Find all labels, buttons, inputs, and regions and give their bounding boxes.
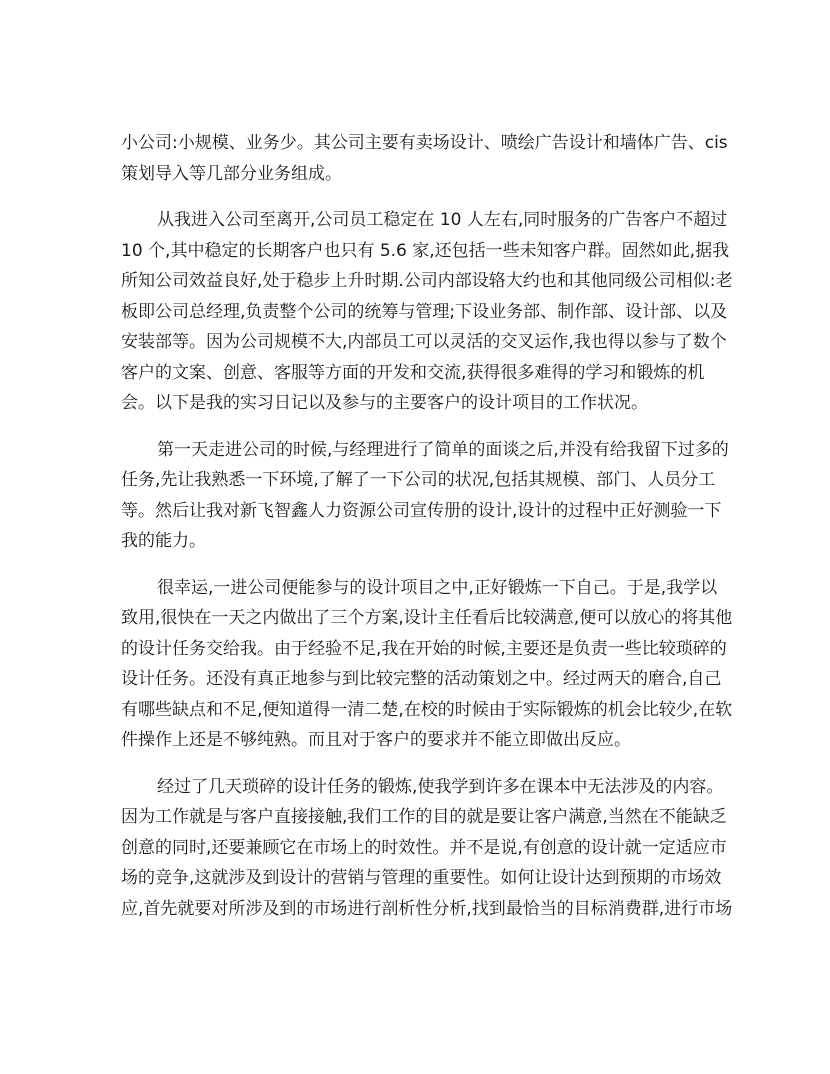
text-line: 第一天走进公司的时候,与经理进行了简单的面谈之后,并没有给我留下过多的 xyxy=(157,439,729,460)
text-line: 小公司:小规模、业务少。其公司主要有卖场设计、喷绘广告设计和墙体广告、cis xyxy=(121,133,728,153)
text-line: 设计任务。还没有真正地参与到比较完整的活动策划之中。经过两天的磨合,自己 xyxy=(121,669,722,689)
text-line: 任务,先让我熟悉一下环境,了解了一下公司的状况,包括其规模、部门、人员分工 xyxy=(121,470,716,490)
paragraph xyxy=(121,205,733,419)
text-line: 创意的同时,还要兼顾它在市场上的时效性。并不是说,有创意的设计就一定适应市 xyxy=(121,837,727,858)
text-line: 策划导入等几部分业务组成。 xyxy=(121,163,342,184)
text-line: 会。以下是我的实习日记以及参与的主要客户的设计项目的工作状况。 xyxy=(121,393,648,413)
text-line: 我的能力。 xyxy=(121,531,206,551)
text-line: 的设计任务交给我。由于经验不足,我在开始的时候,主要还是负责一些比较琐碎的 xyxy=(121,638,727,659)
text-line: 应,首先就要对所涉及到的市场进行剖析性分析,找到最恰当的目标消费群,进行市场 xyxy=(121,898,733,919)
text-line: 有哪些缺点和不足,便知道得一清二楚,在校的时候由于实际锻炼的机会比较少,在软 xyxy=(121,699,733,720)
document-page xyxy=(121,128,733,940)
text-line: 场的竞争,这就涉及到设计的营销与管理的重要性。如何让设计达到预期的市场效 xyxy=(121,868,722,888)
text-line: 经过了几天琐碎的设计任务的锻炼,使我学到许多在课本中无法涉及的内容。 xyxy=(157,776,724,797)
text-line: 等。然后让我对新飞智鑫人力资源公司宣传册的设计,设计的过程中正好测验一下 xyxy=(121,500,722,521)
paragraph xyxy=(121,435,729,557)
text-line: 从我进入公司至离开,公司员工稳定在 10 人左右,同时服务的广告客户不超过 xyxy=(157,210,728,230)
text-line: 10 个,其中稳定的长期客户也只有 5.6 家,还包括一些未知客户群。固然如此,据我 xyxy=(121,240,730,261)
text-line: 致用,很快在一天之内做出了三个方案,设计主任看后比较满意,便可以放心的将其他 xyxy=(121,608,733,628)
paragraph xyxy=(121,573,733,756)
paragraph xyxy=(121,128,728,189)
text-line: 因为工作就是与客户直接接触,我们工作的目的就是要让客户满意,当然在不能缺乏 xyxy=(121,807,727,827)
text-line: 所知公司效益良好,处于稳步上升时期.公司内部设辂大约也和其他同级公司相似:老 xyxy=(121,271,733,291)
text-line: 件操作上还是不够纯熟。而且对于客户的要求并不能立即做出反应。 xyxy=(121,730,631,750)
text-line: 客户的文案、创意、客服等方面的开发和交流,获得很多难得的学习和锻炼的机 xyxy=(121,362,705,383)
text-line: 很幸运,一进公司便能参与的设计项目之中,正好锻炼一下自己。于是,我学以 xyxy=(157,577,718,598)
text-line: 板即公司总经理,负责整个公司的统筹与管理;下设业务部、制作部、设计部、以及 xyxy=(121,301,728,322)
text-line: 安装部等。因为公司规模不大,内部员工可以灵活的交叉运作,我也得以参与了数个 xyxy=(121,332,727,352)
paragraph xyxy=(121,772,733,925)
